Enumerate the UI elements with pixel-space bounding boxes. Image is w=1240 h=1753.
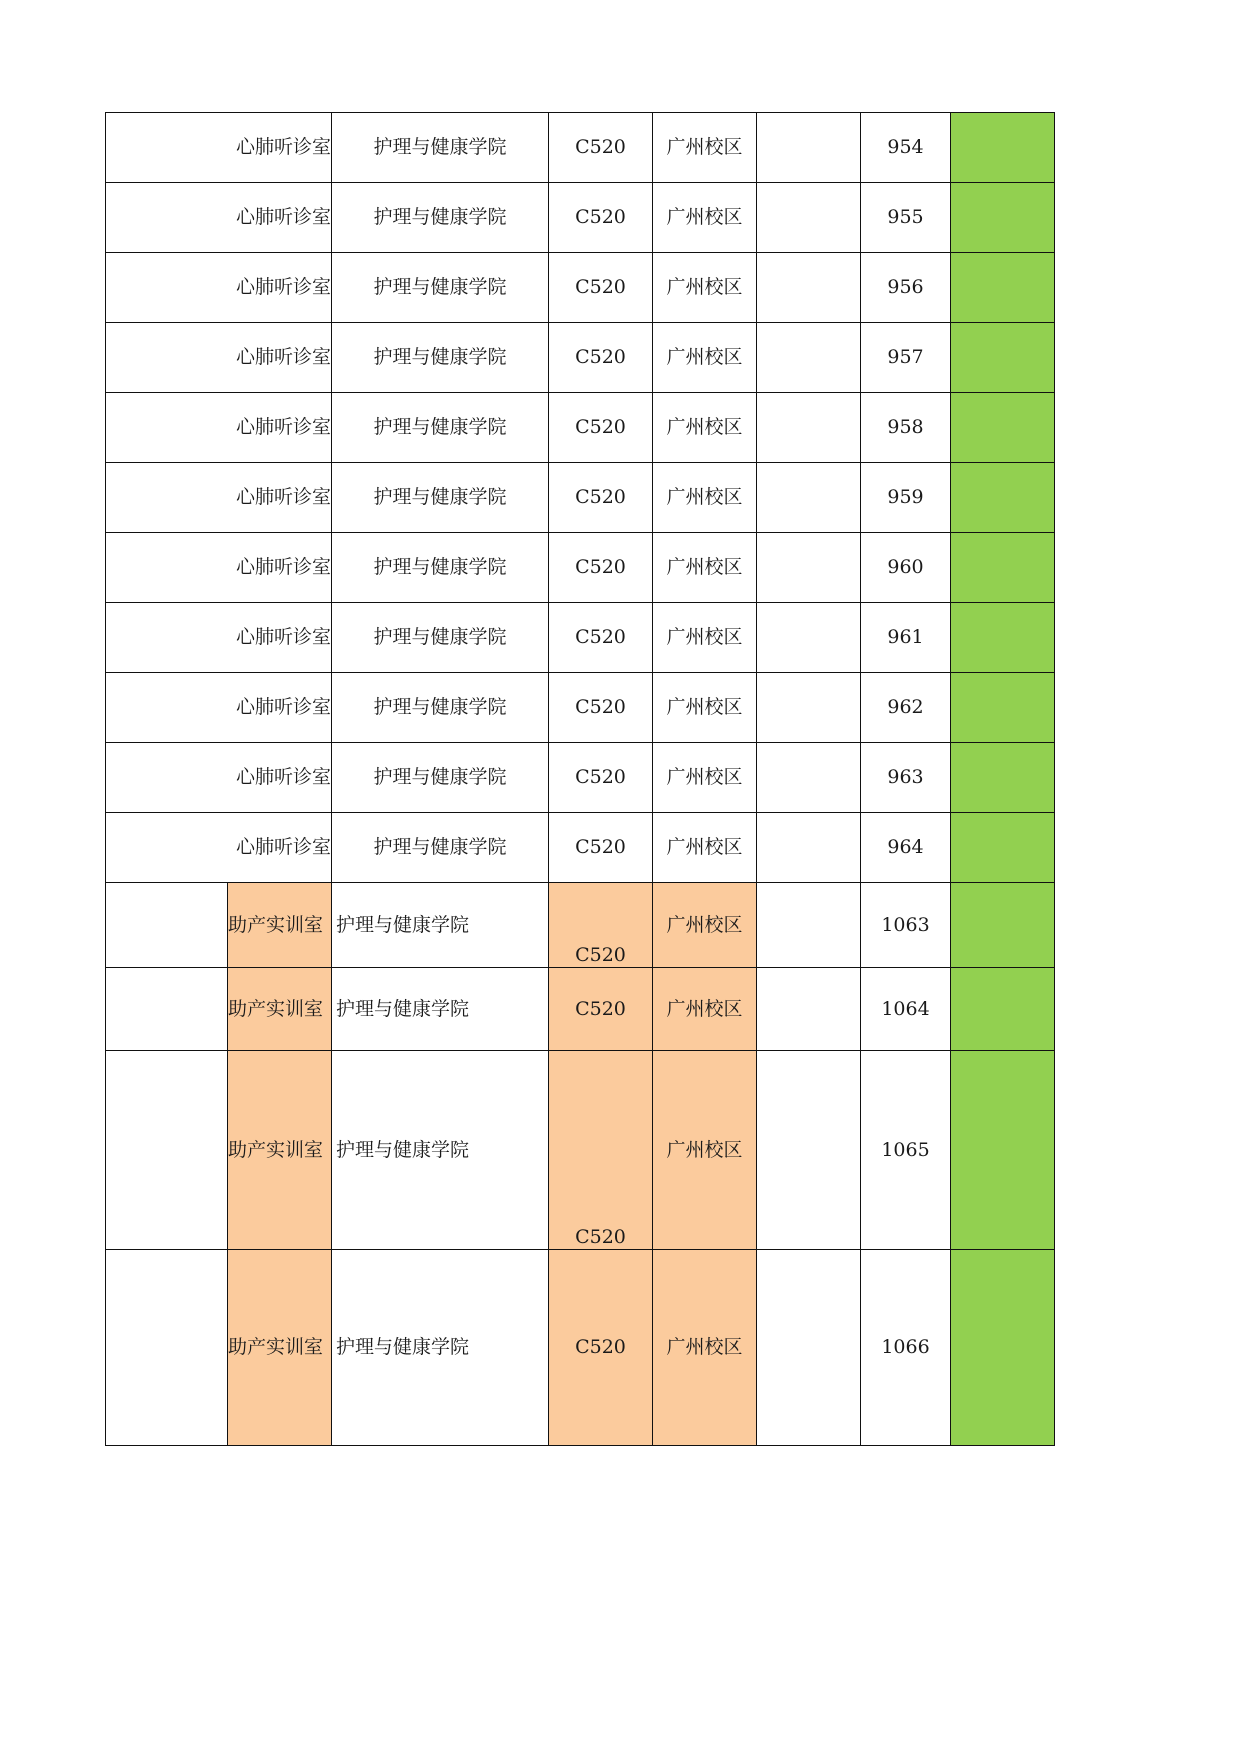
number-cell: 956 xyxy=(861,253,951,323)
number-cell: 958 xyxy=(861,393,951,463)
blank-cell xyxy=(757,253,861,323)
table-row xyxy=(106,463,1055,533)
code-cell: C520 xyxy=(549,603,653,673)
lead-cell xyxy=(106,883,228,968)
dept-cell: 护理与健康学院 xyxy=(332,813,549,883)
room-cell: 助产实训室 xyxy=(228,1250,332,1446)
status-color-cell xyxy=(951,1250,1055,1446)
lead-cell xyxy=(106,968,228,1051)
room-cell: 心肺听诊室 xyxy=(106,393,332,463)
blank-cell xyxy=(757,883,861,968)
dept-cell: 护理与健康学院 xyxy=(332,1051,549,1250)
blank-cell xyxy=(757,968,861,1051)
code-cell: C520 xyxy=(549,968,653,1051)
code-cell: C520 xyxy=(549,113,653,183)
code-cell: C520 xyxy=(549,673,653,743)
number-cell: 959 xyxy=(861,463,951,533)
number-cell: 1065 xyxy=(861,1051,951,1250)
room-cell: 心肺听诊室 xyxy=(106,113,332,183)
campus-cell: 广州校区 xyxy=(653,968,757,1051)
table-row xyxy=(106,393,1055,463)
room-cell: 助产实训室 xyxy=(228,1051,332,1250)
blank-cell xyxy=(757,743,861,813)
table-row xyxy=(106,603,1055,673)
room-cell: 心肺听诊室 xyxy=(106,323,332,393)
campus-cell: 广州校区 xyxy=(653,463,757,533)
code-cell: C520 xyxy=(549,393,653,463)
number-cell: 1064 xyxy=(861,968,951,1051)
status-color-cell xyxy=(951,883,1055,968)
room-cell: 心肺听诊室 xyxy=(106,183,332,253)
dept-cell: 护理与健康学院 xyxy=(332,743,549,813)
campus-cell: 广州校区 xyxy=(653,393,757,463)
dept-cell: 护理与健康学院 xyxy=(332,113,549,183)
dept-cell: 护理与健康学院 xyxy=(332,393,549,463)
code-cell: C520 xyxy=(549,533,653,603)
blank-cell xyxy=(757,603,861,673)
dept-cell: 护理与健康学院 xyxy=(332,323,549,393)
dept-cell: 护理与健康学院 xyxy=(332,968,549,1051)
blank-cell xyxy=(757,463,861,533)
room-cell: 心肺听诊室 xyxy=(106,463,332,533)
code-cell: C520 xyxy=(549,743,653,813)
dept-cell: 护理与健康学院 xyxy=(332,883,549,968)
table-row xyxy=(106,1051,1055,1250)
status-color-cell xyxy=(951,1051,1055,1250)
status-color-cell xyxy=(951,673,1055,743)
lead-cell xyxy=(106,1250,228,1446)
status-color-cell xyxy=(951,968,1055,1051)
number-cell: 957 xyxy=(861,323,951,393)
status-color-cell xyxy=(951,323,1055,393)
campus-cell: 广州校区 xyxy=(653,603,757,673)
data-table xyxy=(105,112,1055,1446)
status-color-cell xyxy=(951,603,1055,673)
room-cell: 心肺听诊室 xyxy=(106,813,332,883)
table-row xyxy=(106,323,1055,393)
status-color-cell xyxy=(951,253,1055,323)
number-cell: 961 xyxy=(861,603,951,673)
number-cell: 1066 xyxy=(861,1250,951,1446)
room-cell: 心肺听诊室 xyxy=(106,673,332,743)
dept-cell: 护理与健康学院 xyxy=(332,253,549,323)
dept-cell: 护理与健康学院 xyxy=(332,673,549,743)
blank-cell xyxy=(757,113,861,183)
table-row xyxy=(106,743,1055,813)
number-cell: 963 xyxy=(861,743,951,813)
campus-cell: 广州校区 xyxy=(653,1051,757,1250)
campus-cell: 广州校区 xyxy=(653,1250,757,1446)
room-cell: 心肺听诊室 xyxy=(106,253,332,323)
code-cell: C520 xyxy=(549,323,653,393)
campus-cell: 广州校区 xyxy=(653,673,757,743)
blank-cell xyxy=(757,393,861,463)
table-row xyxy=(106,673,1055,743)
blank-cell xyxy=(757,673,861,743)
blank-cell xyxy=(757,533,861,603)
campus-cell: 广州校区 xyxy=(653,323,757,393)
status-color-cell xyxy=(951,183,1055,253)
number-cell: 964 xyxy=(861,813,951,883)
campus-cell: 广州校区 xyxy=(653,743,757,813)
code-cell: C520 xyxy=(549,463,653,533)
dept-cell: 护理与健康学院 xyxy=(332,183,549,253)
campus-cell: 广州校区 xyxy=(653,883,757,968)
table-row xyxy=(106,883,1055,968)
blank-cell xyxy=(757,1250,861,1446)
code-cell: C520 xyxy=(549,1051,653,1250)
status-color-cell xyxy=(951,533,1055,603)
room-cell: 心肺听诊室 xyxy=(106,603,332,673)
blank-cell xyxy=(757,323,861,393)
campus-cell: 广州校区 xyxy=(653,113,757,183)
dept-cell: 护理与健康学院 xyxy=(332,1250,549,1446)
table-row xyxy=(106,1250,1055,1446)
room-cell: 心肺听诊室 xyxy=(106,743,332,813)
campus-cell: 广州校区 xyxy=(653,813,757,883)
blank-cell xyxy=(757,1051,861,1250)
room-cell: 助产实训室 xyxy=(228,883,332,968)
room-cell: 助产实训室 xyxy=(228,968,332,1051)
room-cell: 心肺听诊室 xyxy=(106,533,332,603)
status-color-cell xyxy=(951,813,1055,883)
number-cell: 954 xyxy=(861,113,951,183)
table-body xyxy=(106,113,1055,1446)
status-color-cell xyxy=(951,113,1055,183)
status-color-cell xyxy=(951,463,1055,533)
table-row xyxy=(106,813,1055,883)
dept-cell: 护理与健康学院 xyxy=(332,533,549,603)
blank-cell xyxy=(757,183,861,253)
code-cell: C520 xyxy=(549,883,653,968)
lead-cell xyxy=(106,1051,228,1250)
status-color-cell xyxy=(951,743,1055,813)
table-row xyxy=(106,253,1055,323)
number-cell: 1063 xyxy=(861,883,951,968)
code-cell: C520 xyxy=(549,813,653,883)
table-row xyxy=(106,968,1055,1051)
campus-cell: 广州校区 xyxy=(653,533,757,603)
number-cell: 962 xyxy=(861,673,951,743)
code-cell: C520 xyxy=(549,253,653,323)
campus-cell: 广州校区 xyxy=(653,183,757,253)
table-row xyxy=(106,533,1055,603)
number-cell: 960 xyxy=(861,533,951,603)
number-cell: 955 xyxy=(861,183,951,253)
dept-cell: 护理与健康学院 xyxy=(332,603,549,673)
table-row xyxy=(106,183,1055,253)
status-color-cell xyxy=(951,393,1055,463)
code-cell: C520 xyxy=(549,1250,653,1446)
campus-cell: 广州校区 xyxy=(653,253,757,323)
table-row xyxy=(106,113,1055,183)
code-cell: C520 xyxy=(549,183,653,253)
blank-cell xyxy=(757,813,861,883)
dept-cell: 护理与健康学院 xyxy=(332,463,549,533)
